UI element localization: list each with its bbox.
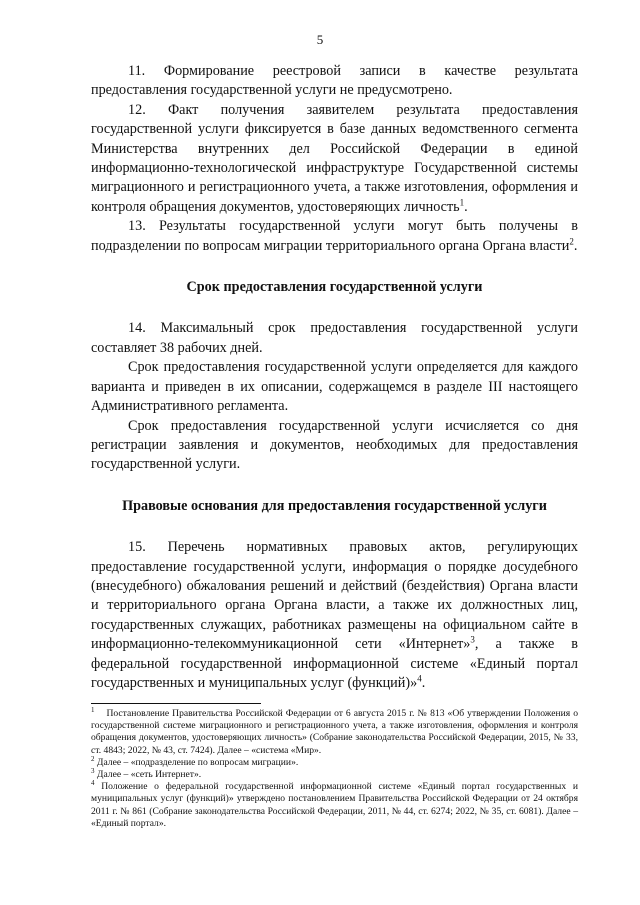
- paragraph-15: [91, 538, 578, 693]
- footnote-text: Постановление Правительства Российской Федерации от 6 августа 2015 г. № 813 «Об утверждении Положения о государственной системе миграционного и регистрационного учета, а также изготовления, оформления и контроля обращения документов, удостоверяющих личность» (Собрание законодательства Российской Федерации, 2015, № 33, ст. 4843; 2022, № 43, ст. 7424). Далее – «система «Мир».: [91, 708, 578, 756]
- paragraph-14c-text: Срок предоставления государственной услуги исчисляется со дня регистрации заявления и документов, необходимых для предоставления государственной услуги.: [91, 417, 578, 473]
- footnote-ref-2: 2: [569, 235, 574, 246]
- footnote-3: [91, 766, 578, 781]
- paragraph-12: [91, 101, 578, 217]
- footnotes: [91, 705, 578, 830]
- paragraph-15-text-a: 15. Перечень нормативных правовых актов, регулирующих предоставление государственной услуги, информация о порядке досудебного (внесудебного) обжалования решений и действий (бездействия) Органа власти и территориального органа Органа власти, а также их должностных лиц, государственных служащих, работниках размещены на официальном сайте в информационно-телекоммуникационной сети «Интернет»: [91, 539, 578, 653]
- footnote-mark: 3: [91, 766, 95, 775]
- paragraph-13: [91, 217, 578, 256]
- footnote-mark: 1: [91, 705, 95, 714]
- footnote-2: [91, 754, 578, 769]
- footnote-separator: [91, 703, 261, 704]
- paragraph-14-text: 14. Максимальный срок предоставления государственной услуги составляет 38 рабочих дней.: [91, 320, 578, 356]
- footnote-text: Положение о федеральной государственной информационной системе «Единый портал государственных и муниципальных услуг (функций)» утверждено постановлением Правительства Российской Федерации от 24 октября 2011 г. № 861 (Собрание законодательства Российской Федерации, 2011, № 44, ст. 6274; 2022, № 35, ст. 6081). Далее – «Единый портал».: [91, 781, 578, 829]
- paragraph-14c: [91, 417, 578, 475]
- section-heading-legal: Правовые основания для предоставления государственной услуги: [122, 497, 547, 514]
- paragraph-15-text-b: , а также в федеральной государственной информационной системе «Единый портал государственных и муниципальных услуг (функций)»: [91, 636, 578, 691]
- footnote-mark: 4: [91, 779, 95, 788]
- footnote-ref-3: 3: [470, 634, 475, 645]
- paragraph-13-text: 13. Результаты государственной услуги могут быть получены в подразделении по вопросам миграции территориального органа Органа власти: [91, 218, 578, 254]
- footnote-mark: 2: [91, 754, 95, 763]
- footnote-1: [91, 705, 578, 757]
- main-text: [91, 62, 578, 693]
- footnote-text: Далее – «сеть Интернет».: [96, 769, 202, 781]
- footnote-text: Далее – «подразделение по вопросам миграции».: [96, 756, 299, 768]
- paragraph-11-text: 11. Формирование реестровой записи в качестве результата предоставления государственной услуги не предусмотрено.: [91, 63, 578, 99]
- footnote-ref-4: 4: [417, 673, 422, 684]
- paragraph-12-text: 12. Факт получения заявителем результата предоставления государственной услуги фиксируется в базе данных ведомственного сегмента Министерства внутренних дел Российской Федерации в единой информационно-технологической инфраструктуре Государственной системы миграционного и регистрационного учета, а также изготовления, оформления и контроля обращения документов, удостоверяющих личность: [91, 101, 578, 215]
- section-heading-term: Срок предоставления государственной услуги: [186, 279, 483, 296]
- footnote-4: [91, 781, 578, 830]
- paragraph-11: [91, 62, 578, 101]
- page-number: 5: [316, 32, 324, 47]
- paragraph-12-end: .: [464, 198, 468, 215]
- paragraph-13-end: .: [573, 237, 578, 254]
- footnote-ref-1: 1: [459, 197, 465, 208]
- paragraph-15-end: .: [421, 674, 426, 691]
- paragraph-14b: [91, 358, 578, 416]
- paragraph-14: [91, 319, 578, 358]
- paragraph-14b-text: Срок предоставления государственной услуги определяется для каждого варианта и приведен в их описании, содержащемся в разделе III настоящего Административного регламента.: [91, 359, 578, 415]
